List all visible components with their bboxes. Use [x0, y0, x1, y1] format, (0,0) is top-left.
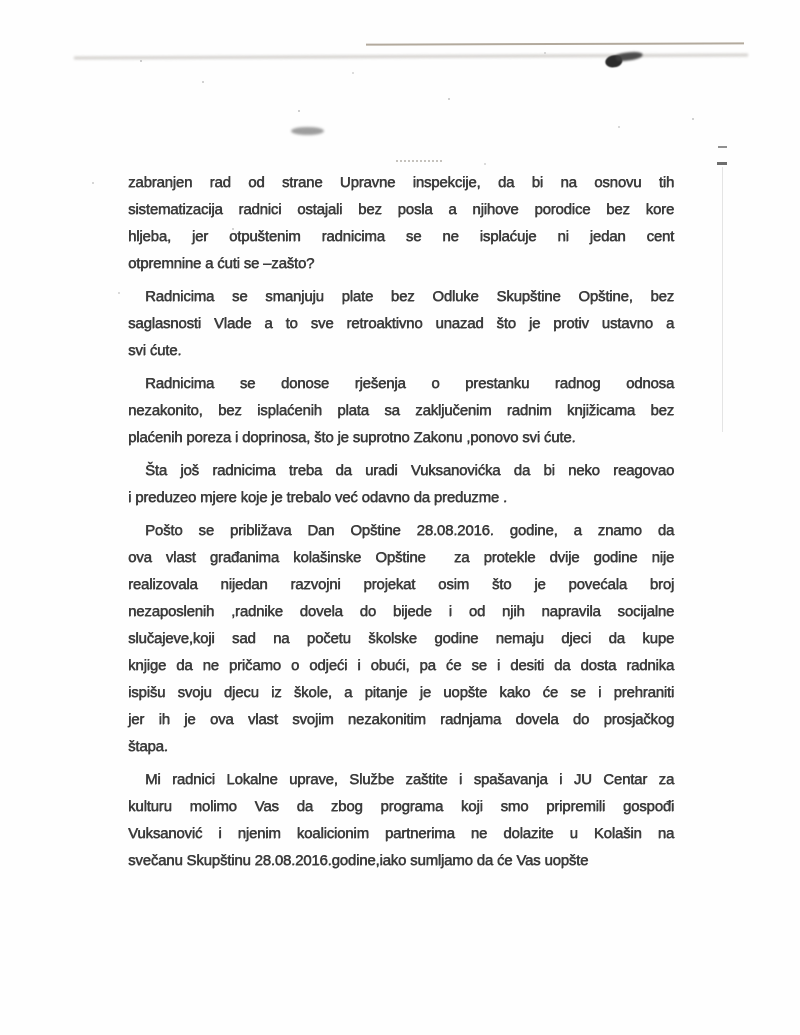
edge-line-artifact	[722, 167, 723, 432]
text-line: Pošto se približava Dan Opštine 28.08.2016. godine, a znamo da	[145, 522, 674, 539]
dotted-mark-artifact	[396, 160, 442, 162]
edge-dash-artifact	[718, 146, 727, 148]
text-line: saglasnosti Vlade a to sve retroaktivno unazad što je protiv ustavno a	[128, 315, 674, 332]
paragraph	[128, 370, 674, 451]
text-line: Radnicima se smanjuju plate bez Odluke Skupštine Opštine, bez	[145, 288, 674, 305]
ink-blob-artifact	[602, 48, 646, 70]
text-line: Vuksanović i njenim koalicionim partnerima ne dolazite u Kolašin na	[128, 825, 674, 842]
paragraph	[128, 457, 674, 511]
text-line: svi ćute.	[128, 342, 182, 359]
text-line: hljeba, jer otpuštenim radnicima se ne isplaćuje ni jedan cent	[128, 228, 674, 245]
text-line: i preduzeo mjere koje je trebalo već odavno da preduzme .	[128, 489, 507, 506]
text-line: ova vlast građanima kolašinske Opštine za protekle dvije godine nije	[128, 549, 674, 566]
text-line: štapa.	[128, 738, 168, 755]
text-line: nezaposlenih ,radnike dovela do bijede i od njih napravila socijalne	[128, 603, 674, 620]
paragraph	[128, 766, 674, 874]
text-line: Radnicima se donose rješenja o prestanku radnog odnosa	[145, 375, 674, 392]
smudge-artifact	[291, 127, 324, 135]
text-line: kulturu molimo Vas da zbog programa koji smo pripremili gospođi	[128, 798, 674, 815]
text-line: plaćenih poreza i doprinosa, što je suprotno Zakonu ,ponovo svi ćute.	[128, 429, 576, 446]
text-line: ispišu svoju djecu iz škole, a pitanje je uopšte kako će se i prehraniti	[128, 684, 674, 701]
text-line: realizovala nijedan razvojni projekat osim što je povećala broj	[128, 576, 674, 593]
specks-artifact	[140, 60, 142, 62]
text-line: sistematizacija radnici ostajali bez posla a njihove porodice bez kore	[128, 201, 674, 218]
scan-streak-artifact	[74, 54, 748, 60]
text-line: slučajeve,koji sad na početu školske godine nemaju djeci da kupe	[128, 630, 674, 647]
text-line: zabranjen rad od strane Upravne inspekcije, da bi na osnovu tih	[128, 174, 674, 191]
paragraph	[128, 169, 674, 277]
text-line: nezakonito, bez isplaćenih plata sa zaključenim radnim knjižicama bez	[128, 402, 674, 419]
text-line: svečanu Skupštinu 28.08.2016.godine,iako sumljamo da će Vas uopšte	[128, 852, 589, 869]
text-line: Mi radnici Lokalne uprave, Službe zaštite i spašavanja i JU Centar za	[145, 771, 674, 788]
text-line: Šta još radnicima treba da uradi Vuksanovićka da bi neko reagovao	[145, 462, 674, 479]
paragraph	[128, 517, 674, 760]
paragraph	[128, 283, 674, 364]
edge-dash-artifact	[717, 162, 727, 165]
text-line: knjige da ne pričamo o odjeći i obući, pa će se i desiti da dosta radnika	[128, 657, 674, 674]
text-line: jer ih je ova vlast svojim nezakonitim radnjama dovela do prosjačkog	[128, 711, 674, 728]
text-block	[128, 169, 674, 880]
text-line: otpremnine a ćuti se –zašto?	[128, 255, 315, 272]
scan-line-artifact	[366, 42, 744, 45]
